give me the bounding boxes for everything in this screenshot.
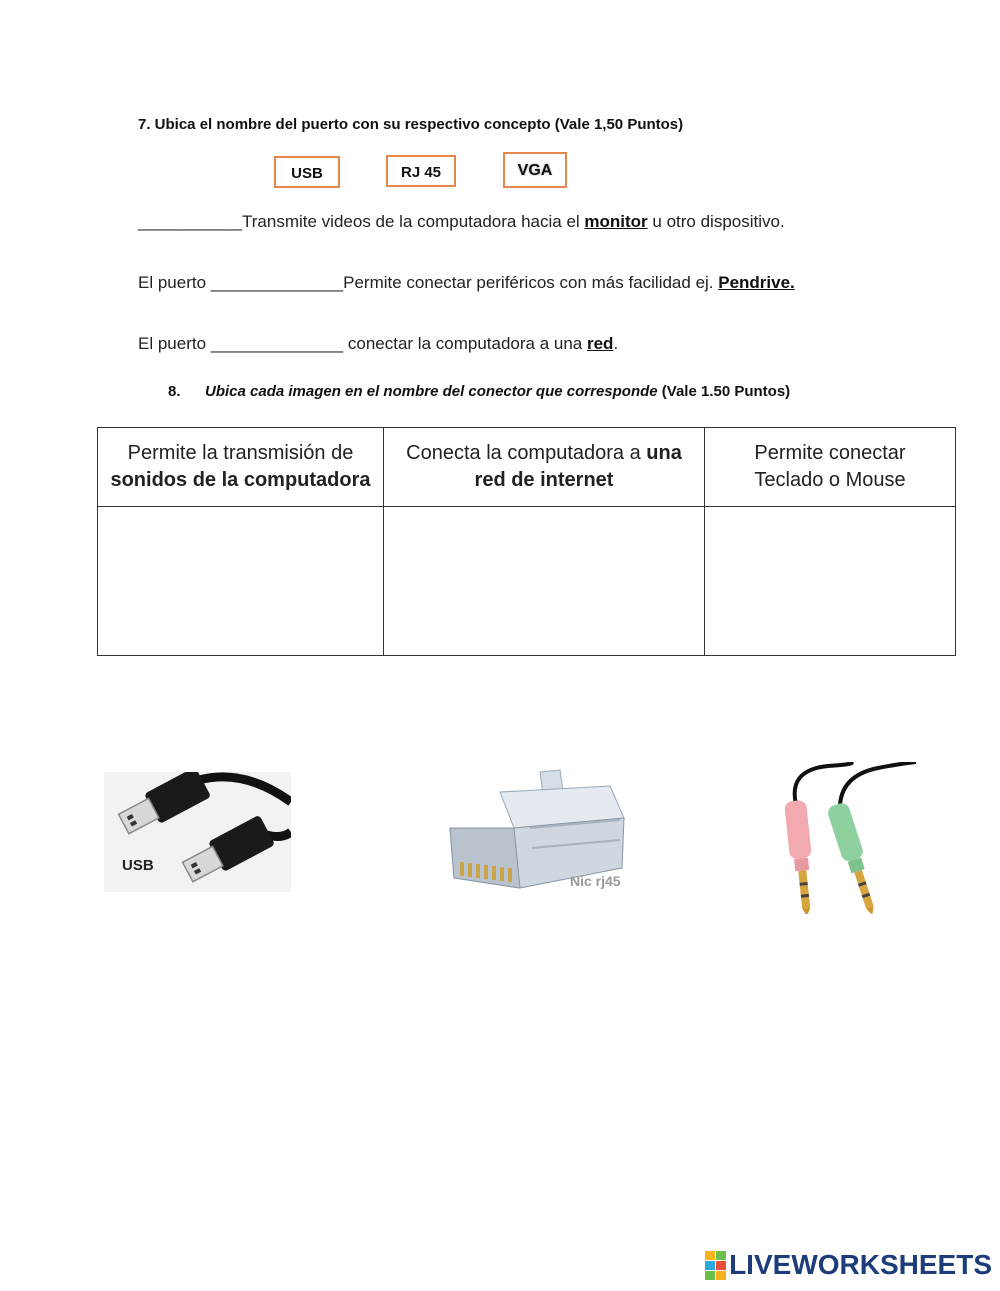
usb-connector-image[interactable] [104, 772, 291, 892]
usb-connector-icon [104, 772, 291, 892]
question-8-points: (Vale 1.50 Puntos) [661, 383, 791, 400]
liveworksheets-logo [705, 1249, 992, 1281]
blank-1[interactable]: ___________ [138, 212, 243, 231]
sentence-1-end: u otro dispositivo. [647, 212, 785, 231]
header-audio [98, 428, 384, 507]
audio-connector-image[interactable] [768, 762, 916, 914]
question-8-text: Ubica cada imagen en el nombre del conector que corresponde [205, 383, 658, 400]
header-peripheral [705, 428, 956, 507]
drop-zone-network[interactable] [384, 507, 705, 656]
liveworksheets-logo-icon [705, 1251, 726, 1280]
liveworksheets-wordmark: LIVEWORKSHEETS [729, 1249, 992, 1280]
sentence-3-text: conectar la computadora a una [343, 334, 587, 353]
header-audio-line2: sonidos de la computadora [110, 469, 371, 491]
sentence-3-start: El puerto [138, 334, 211, 353]
sentence-3 [138, 334, 618, 354]
drop-zone-peripheral[interactable] [705, 507, 956, 656]
header-network-bold2: red de internet [474, 469, 614, 491]
rj45-connector-image[interactable] [440, 758, 632, 900]
matching-table [97, 427, 956, 656]
keyword-monitor: monitor [584, 212, 648, 231]
blank-2[interactable]: ______________ [210, 273, 344, 292]
audio-jack-icon [768, 762, 916, 914]
blank-3[interactable]: ______________ [210, 334, 344, 353]
header-audio-line1: Permite la transmisión de [127, 442, 354, 464]
drop-zone-audio[interactable] [98, 507, 384, 656]
option-usb[interactable]: USB [274, 156, 340, 188]
sentence-1 [138, 212, 785, 232]
usb-image-label: USB [122, 857, 154, 874]
keyword-pendrive: Pendrive. [718, 273, 795, 292]
question-8-number: 8. [168, 383, 181, 400]
rj45-image-label: Nic rj45 [570, 873, 621, 889]
header-network-text: Conecta la computadora a [406, 442, 647, 464]
sentence-1-text: Transmite videos de la computadora hacia el [242, 212, 585, 231]
header-peripheral-line2: Teclado o Mouse [754, 469, 906, 491]
question-7-title: 7. Ubica el nombre del puerto con su respectivo concepto (Vale 1,50 Puntos) [138, 116, 684, 133]
keyword-red: red [586, 334, 614, 353]
header-peripheral-line1: Permite conectar [754, 442, 906, 464]
option-rj45[interactable]: RJ 45 [386, 155, 456, 187]
question-8-title [168, 383, 790, 400]
sentence-2-start: El puerto [138, 273, 211, 292]
sentence-2 [138, 273, 795, 293]
sentence-3-end: . [613, 334, 619, 353]
header-network-bold1: una [646, 442, 682, 464]
option-vga[interactable]: VGA [503, 152, 567, 188]
sentence-2-text: Permite conectar periféricos con más facilidad ej. [343, 273, 719, 292]
header-network [384, 428, 705, 507]
